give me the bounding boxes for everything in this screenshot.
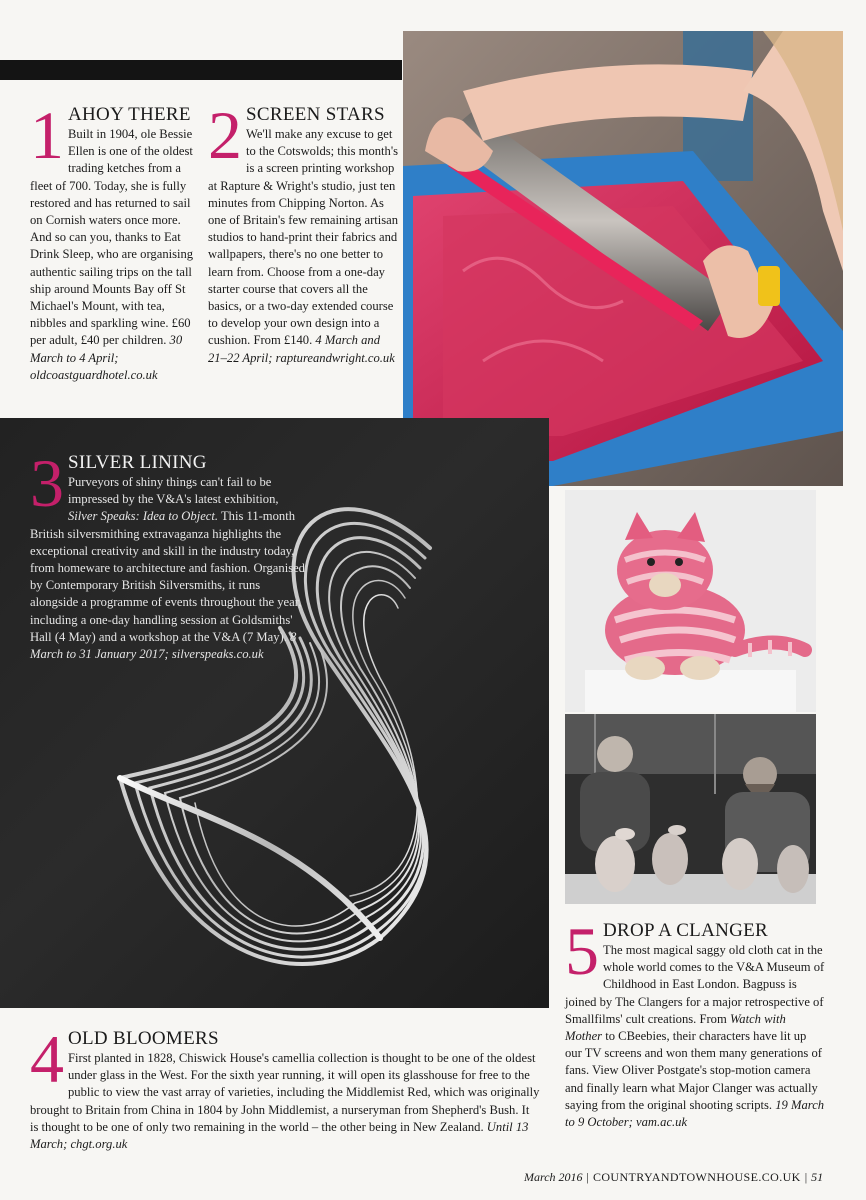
event-date: 8 March to 31 January 2017;: [30, 629, 297, 662]
bagpuss-photo: [565, 490, 816, 712]
section-screen-stars: [208, 97, 400, 367]
body-text-continued: This 11-month British silversmithing extravaganza highlights the exceptional creativity and skill in the industry today, from homeware to architecture and fashion. Organised by Contemporary British Silversmiths, it runs alongside a programme of events throughout the year, including a one-day handling session at Goldsmiths' Hall (4 May) and a workshop at the V&A (7 May).: [30, 509, 305, 644]
body-text: Built in 1904, ole Bessie Ellen is one of the oldest trading ketches from a fleet of 700. Today, she is fully restored and has returned to sail on Cornish waters once more. And so can you, thanks to Eat Drink Sleep, who are organising authentic sailing trips on the tall ship around Mounts Bay off St Michael's Mount, with tea, nibbles and sparkling wine. £60 per adult, £40 per children.: [30, 127, 194, 348]
website-link[interactable]: oldcoastguardhotel.co.uk: [30, 367, 158, 382]
issue-date: March 2016: [524, 1170, 583, 1184]
exhibition-title: Silver Speaks: Idea to Object.: [68, 509, 219, 524]
section-title: SILVER LINING: [68, 452, 207, 473]
section-title: SCREEN STARS: [246, 104, 385, 125]
website-link[interactable]: silverspeaks.co.uk: [171, 647, 264, 662]
body-text-continued: to CBeebies, their characters have lit up our TV screens and won them many generations of fans. View Oliver Postgate's stop-motion camera and finally learn what Major Clanger was actually saying from the original shooting scripts.: [565, 1029, 822, 1112]
page-footer: [524, 1170, 823, 1185]
magazine-website[interactable]: COUNTRYANDTOWNHOUSE.CO.UK: [592, 1170, 801, 1184]
page-number: 51: [811, 1170, 824, 1184]
event-date: 4 March and 21–22 April;: [208, 333, 380, 365]
section-drop-a-clanger: [565, 913, 825, 1131]
event-date: 30 March to 4 April;: [30, 333, 183, 365]
website-link[interactable]: raptureandwright.co.uk: [275, 350, 395, 365]
footer-separator-2: |: [804, 1170, 808, 1184]
section-number: 1: [30, 97, 64, 173]
section-old-bloomers: [30, 1021, 540, 1153]
section-number: 5: [565, 913, 599, 989]
body-text: Purveyors of shiny things can't fail to be impressed by the V&A's latest exhibition,: [68, 475, 279, 507]
section-body: [30, 474, 305, 663]
programme-title: Watch with Mother: [565, 1011, 786, 1044]
top-black-rule: [0, 60, 402, 80]
section-title: OLD BLOOMERS: [68, 1028, 219, 1049]
section-number: 2: [208, 97, 242, 173]
section-title: AHOY THERE: [68, 104, 191, 125]
body-text: First planted in 1828, Chiswick House's camellia collection is thought to be one of the oldest under glass in the West. For the sixth year running, it will open its glasshouse for free to the public to view the vast array of varieties, including the Middlemist Red, which was originally brought to Britain from China in 1804 by John Middlemist, a nurseryman from Shepherd's Bush. It is thought to be one of only two remaining in the world – the other being in New Zealand.: [30, 1051, 540, 1134]
section-ahoy-there: [30, 97, 202, 384]
section-body: [565, 942, 825, 1131]
website-link[interactable]: vam.ac.uk: [636, 1115, 688, 1130]
clangers-makers-illustration: [565, 714, 816, 904]
section-number: 4: [30, 1021, 64, 1097]
clangers-photo: [565, 714, 816, 904]
body-text: The most magical saggy old cloth cat in the whole world comes to the V&A Museum of Childhood in East London. Bagpuss is joined by The Clangers for a major retrospective of Smallfilms' cult creations. From: [565, 943, 825, 1026]
bagpuss-cat-illustration: [565, 490, 816, 712]
section-body: [30, 1050, 540, 1153]
event-date: Until 13 March;: [30, 1119, 529, 1152]
footer-separator: |: [586, 1170, 589, 1184]
section-title: DROP A CLANGER: [603, 920, 769, 941]
website-link[interactable]: chgt.org.uk: [70, 1137, 128, 1152]
event-date: 19 March to 9 October;: [565, 1097, 825, 1130]
section-silver-lining: [30, 445, 305, 663]
section-number: 3: [30, 445, 64, 521]
body-text: We'll make any excuse to get to the Cotswolds; this month's is a screen printing workshop at Rapture & Wright's studio, just ten minutes from Chipping Norton. As one of Britain's few remaining artisan studios to hand-print their fabrics and wallpapers, there's no one better to learn from. Choose from a one-day starter course that covers all the basics, or a two-day extended course to develop your own design into a cushion. From £140.: [208, 127, 399, 348]
